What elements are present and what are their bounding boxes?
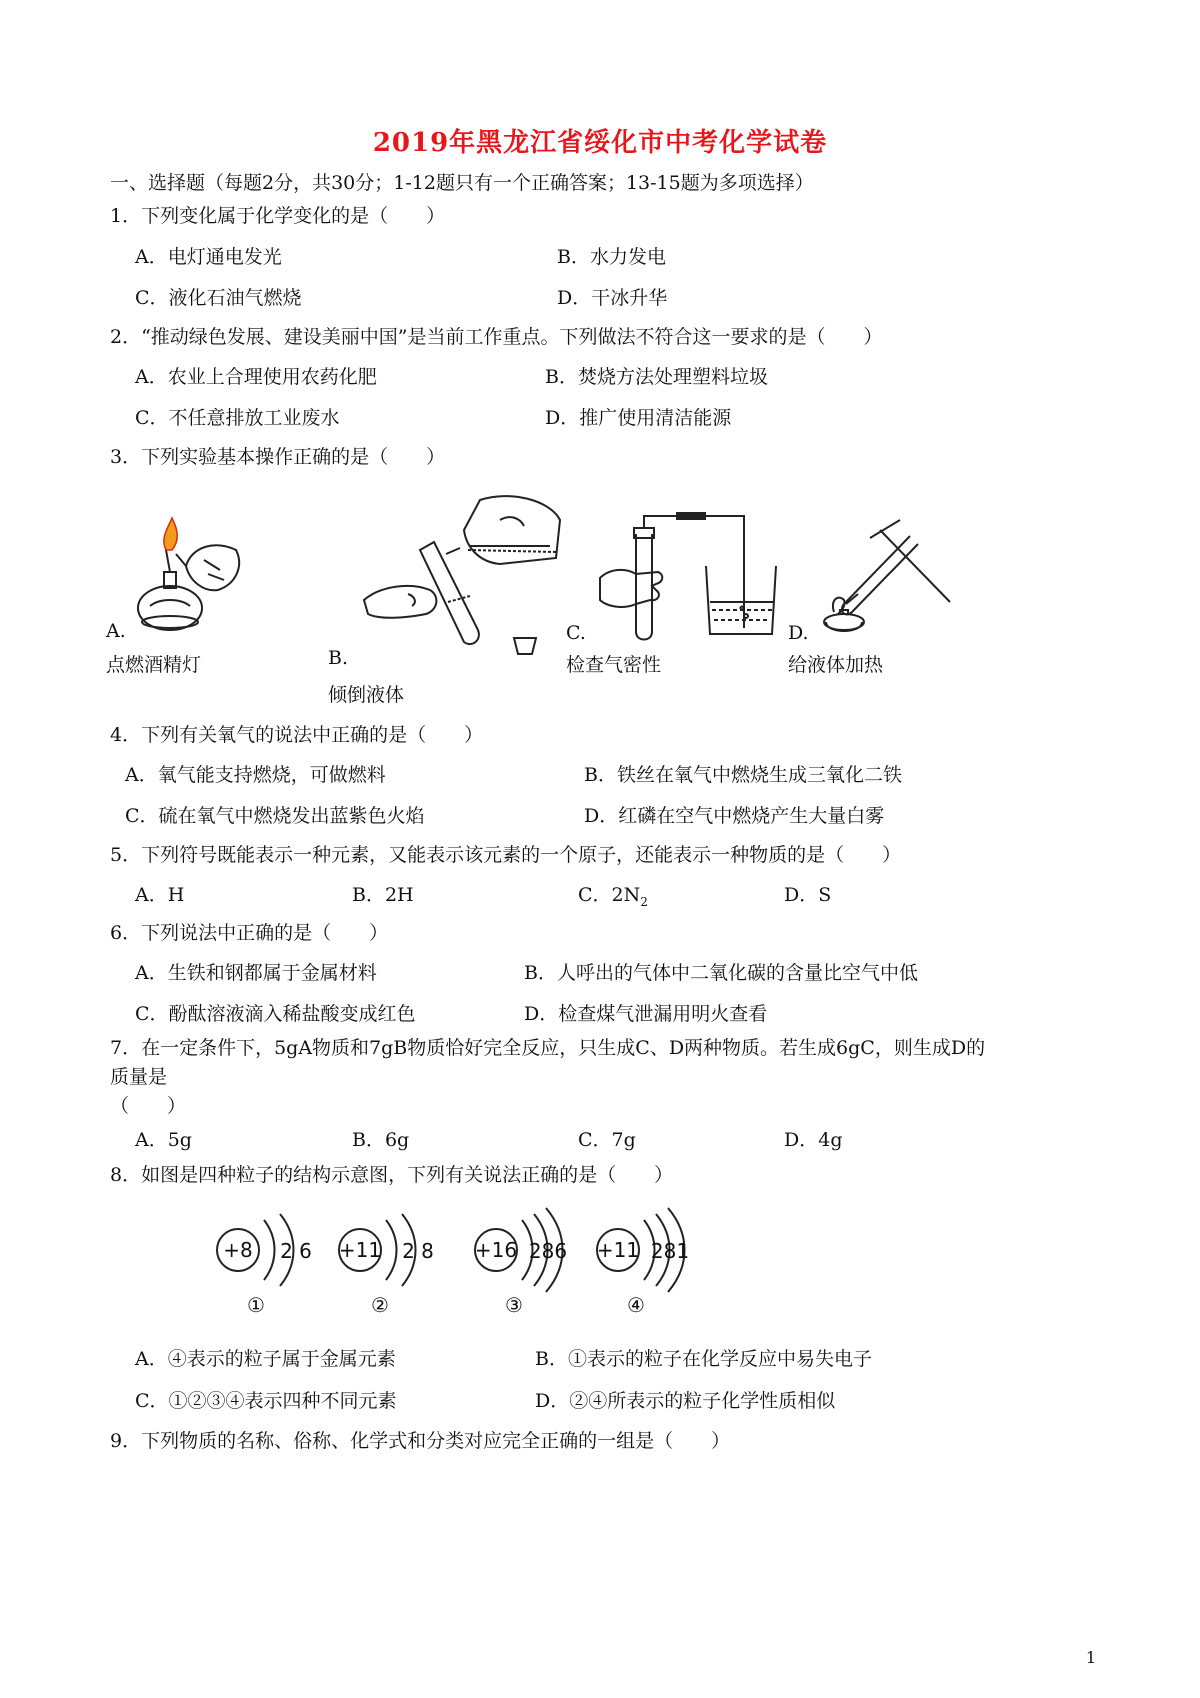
- question-1-stem: 1．下列变化属于化学变化的是（ ）: [110, 205, 446, 227]
- q4-option-a: A．氧气能支持燃烧，可做燃料: [125, 764, 386, 786]
- q7-option-a: A．5g: [135, 1129, 192, 1151]
- q8-option-b: B．①表示的粒子在化学反应中易失电子: [535, 1348, 872, 1370]
- q8-option-d: D．②④所表示的粒子化学性质相似: [535, 1390, 836, 1412]
- atom-4: [597, 1208, 689, 1317]
- q3-figure-b-letter: B.: [328, 647, 349, 669]
- figure-airtightness-check: [596, 510, 776, 640]
- q3-figure-d-caption: 给液体加热: [788, 654, 884, 676]
- question-7-answer-blank: （ ）: [110, 1095, 187, 1117]
- figure-heating-liquid: [810, 510, 960, 640]
- page-number: 1: [1085, 1648, 1096, 1667]
- q3-figure-a-caption: 点燃酒精灯: [106, 654, 202, 676]
- question-8-stem: 8．如图是四种粒子的结构示意图，下列有关说法正确的是（ ）: [110, 1164, 674, 1186]
- q6-option-d: D．检查煤气泄漏用明火查看: [524, 1003, 768, 1025]
- section-heading: 一、选择题（每题2分，共30分；1-12题只有一个正确答案；13-15题为多项选择）: [110, 172, 814, 194]
- q7-option-c: C．7g: [578, 1129, 636, 1151]
- atom-3: [475, 1208, 567, 1317]
- atom-structure-diagrams: [200, 1195, 720, 1330]
- q8-option-a: A．④表示的粒子属于金属元素: [135, 1348, 396, 1370]
- q6-option-b: B．人呼出的气体中二氧化碳的含量比空气中低: [524, 962, 918, 984]
- q4-option-c: C．硫在氧气中燃烧发出蓝紫色火焰: [125, 805, 425, 827]
- q5-option-c: C．$2N_2$: [578, 884, 648, 909]
- atom-2-nucleus: +11: [338, 1238, 382, 1262]
- atom-3-nucleus: +16: [474, 1238, 518, 1262]
- q2-option-d: D．推广使用清洁能源: [545, 407, 732, 429]
- figure-pouring-liquid: [360, 490, 580, 665]
- question-3-stem: 3．下列实验基本操作正确的是（ ）: [110, 446, 446, 468]
- q3-figure-c-caption: 检查气密性: [566, 654, 662, 676]
- question-5-stem: 5．下列符号既能表示一种元素，又能表示该元素的一个原子，还能表示一种物质的是（ ）: [110, 844, 902, 866]
- atom-1: [217, 1214, 312, 1317]
- q1-option-b: B．水力发电: [557, 246, 666, 268]
- atom-1-label: ①: [247, 1293, 265, 1317]
- q1-option-d: D．干冰升华: [557, 287, 668, 309]
- q4-option-b: B．铁丝在氧气中燃烧生成三氧化二铁: [584, 764, 902, 786]
- q4-option-d: D．红磷在空气中燃烧产生大量白雾: [584, 805, 885, 827]
- atom-1-nucleus: +8: [223, 1238, 253, 1262]
- q5-option-b: B．2H: [352, 884, 414, 906]
- atom-2-label: ②: [371, 1293, 389, 1317]
- q5-option-d: D．S: [784, 884, 832, 906]
- question-7-stem-cont: 质量是: [110, 1066, 168, 1088]
- atom-3-shells: 286: [528, 1239, 568, 1263]
- q1-option-c: C．液化石油气燃烧: [135, 287, 302, 309]
- question-4-stem: 4．下列有关氧气的说法中正确的是（ ）: [110, 724, 484, 746]
- atom-3-label: ③: [505, 1293, 523, 1317]
- q2-option-b: B．焚烧方法处理塑料垃圾: [545, 366, 768, 388]
- question-6-stem: 6．下列说法中正确的是（ ）: [110, 922, 389, 944]
- question-2-stem: 2．“推动绿色发展、建设美丽中国”是当前工作重点。下列做法不符合这一要求的是（ ）: [110, 326, 883, 348]
- q2-option-c: C．不任意排放工业废水: [135, 407, 340, 429]
- question-7-stem: 7．在一定条件下，5gA物质和7gB物质恰好完全反应，只生成C、D两种物质。若生成6gC，则生成D的: [110, 1037, 986, 1059]
- atom-4-label: ④: [627, 1293, 645, 1317]
- q5-option-a: A．H: [135, 884, 185, 906]
- q6-option-c: C．酚酞溶液滴入稀盐酸变成红色: [135, 1003, 416, 1025]
- atom-4-shells: 281: [650, 1239, 690, 1263]
- q8-option-c: C．①②③④表示四种不同元素: [135, 1390, 397, 1412]
- atom-2: [339, 1214, 434, 1317]
- q7-option-b: B．6g: [352, 1129, 410, 1151]
- q3-figure-a-letter: A.: [106, 620, 126, 642]
- atom-2-shells: 2 8: [402, 1239, 434, 1263]
- atom-4-nucleus: +11: [596, 1238, 640, 1262]
- atom-1-shells: 2 6: [280, 1239, 312, 1263]
- question-9-stem: 9．下列物质的名称、俗称、化学式和分类对应完全正确的一组是（ ）: [110, 1430, 731, 1452]
- q6-option-a: A．生铁和钢都属于金属材料: [135, 962, 377, 984]
- q1-option-a: A．电灯通电发光: [135, 246, 282, 268]
- q2-option-a: A．农业上合理使用农药化肥: [135, 366, 377, 388]
- q7-option-d: D．4g: [784, 1129, 843, 1151]
- q3-figure-c-letter: C.: [566, 622, 586, 644]
- q3-figure-d-letter: D.: [788, 622, 809, 644]
- figure-alcohol-lamp: [120, 510, 260, 640]
- page-title: 2019年黑龙江省绥化市中考化学试卷: [372, 128, 828, 158]
- q3-figure-b-caption: 倾倒液体: [328, 684, 405, 706]
